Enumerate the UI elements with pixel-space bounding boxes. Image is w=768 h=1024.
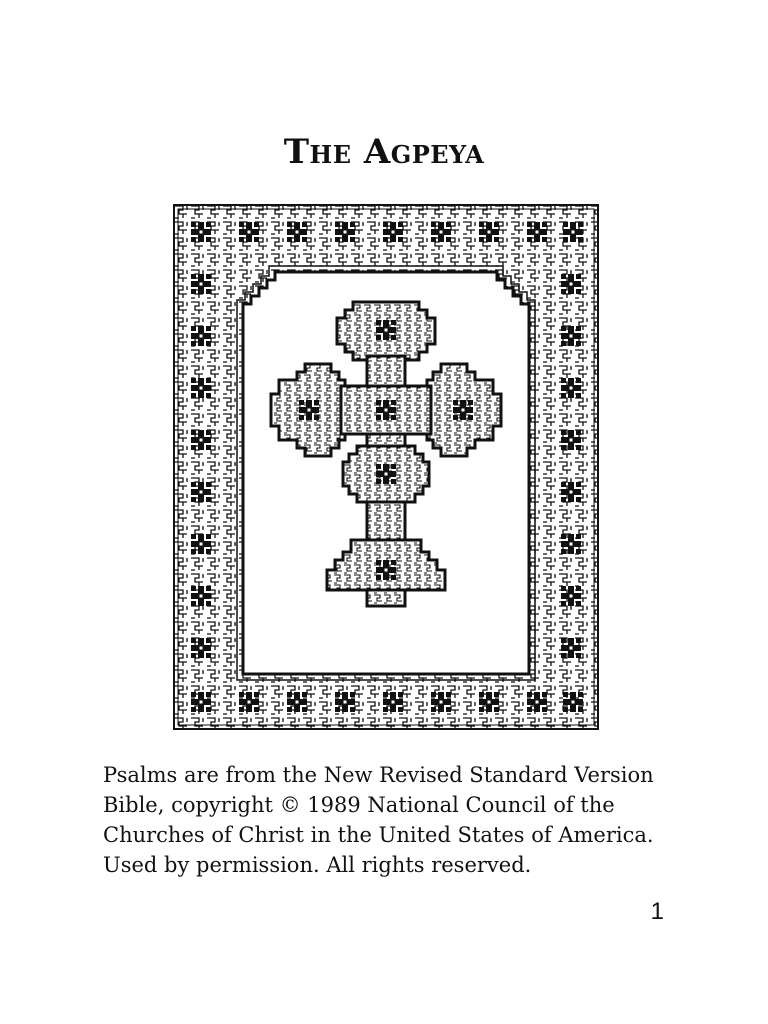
cross-illustration bbox=[173, 204, 599, 730]
copyright-line: Churches of Christ in the United States of America. bbox=[103, 823, 654, 847]
page-title: The Agpeya bbox=[283, 132, 485, 172]
copyright-line: Used by permission. All rights reserved. bbox=[103, 853, 532, 877]
copyright-line: Bible, copyright © 1989 National Council of the bbox=[103, 793, 615, 817]
copyright-line: Psalms are from the New Revised Standard Version bbox=[103, 763, 654, 787]
page-number: 1 bbox=[650, 898, 664, 925]
copyright-notice bbox=[103, 760, 703, 880]
